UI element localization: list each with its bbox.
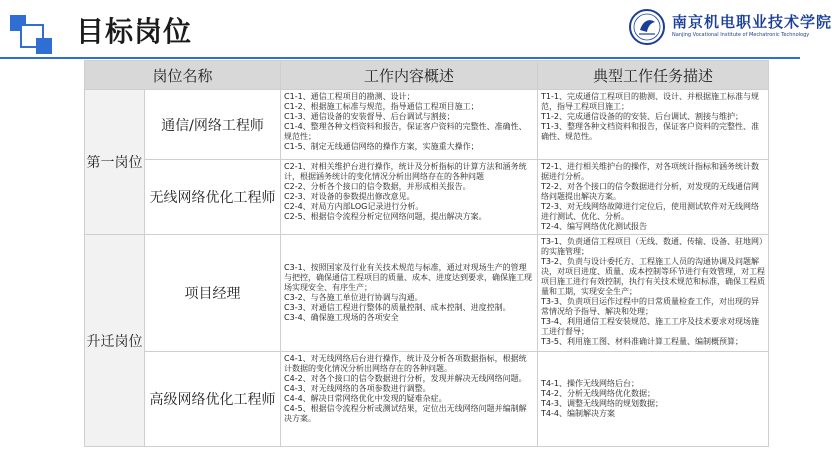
task-line: T4-2、分析无线网络优化数据； [541,389,655,398]
table-header-row [85,61,769,90]
work-content-cell [281,352,538,447]
content-line: C2-2、分析各个接口的信令数据，并形成相关报告。 [284,182,471,191]
task-line: T3-5、利用施工图、材料准确计算工程量、编制概预算； [541,337,743,346]
decor-square-small [36,38,52,54]
school-emblem-icon [628,8,666,46]
positions-table [84,60,769,447]
task-line: T4-1、操作无线网络后台； [541,379,639,388]
work-content-cell [281,160,538,235]
task-line: T2-2、对各个接口的信令数据进行分析，对发现的无线通信网络问题提出解决方案。 [541,182,759,201]
role-name: 高级网络优化工程师 [145,352,281,447]
content-line: C1-3、通信设备的安装督导、后台调试与割接； [284,112,455,121]
task-line: T1-2、完成通信设备的的安装、后台调试、割接与维护； [541,112,743,121]
table-row [85,160,769,235]
task-line: T3-3、负责项目运作过程中的日常质量检查工作，对出现的异常情况给予指导、解决和处理； [541,297,759,316]
title-divider [0,57,800,59]
typical-tasks-cell [538,90,769,160]
header-typical-tasks: 典型工作任务描述 [538,61,769,90]
content-line: C1-1、通信工程项目的勘测、设计； [284,92,415,101]
content-line: C2-3、对设备的参数提出修改意见。 [284,192,415,201]
content-line: C1-5、制定无线通信网络的操作方案，实施重大操作； [284,142,479,151]
school-name-en: Nanjing Vocational Institute of Mechatronic Technology [672,32,810,38]
content-line: C2-4、对局方内部LOG记录进行分析。 [284,202,424,211]
content-line: C1-4、整理各种文档资料和报告，保证客户资料的完整性、准确性、规范性； [284,122,527,141]
task-line: T1-3、整理各种文档资料和报告，保证客户资料的完整性、准确性、规范性。 [541,122,759,141]
header-work-content: 工作内容概述 [281,61,538,90]
content-line: C1-2、根据施工标准与规范，指导通信工程项目施工； [284,102,479,111]
task-line: T4-3、调整无线网络的规划数据； [541,399,663,408]
work-content-cell [281,90,538,160]
table-row [85,352,769,447]
content-line: C3-4、确保施工现场的各项安全 [284,313,399,322]
task-line: T2-4、编写网络优化测试报告 [541,222,647,231]
task-line: T1-1、完成通信工程项目的勘测、设计、并根据施工标准与规范，指导工程项目施工； [541,92,759,111]
task-line: T4-4、编制解决方案 [541,409,615,418]
content-line: C4-5、根据信令流程分析或测试结果，定位出无线网络问题并编制解决方案。 [284,404,527,423]
content-line: C2-5、根据信令流程分析定位网络问题，提出解决方案。 [284,212,487,221]
work-content-cell [281,235,538,352]
content-line: C4-4、解决日常网络优化中发现的疑难杂症。 [284,394,447,403]
typical-tasks-cell [538,352,769,447]
header-position-name: 岗位名称 [85,61,281,90]
page-title: 目标岗位 [76,15,193,48]
table-row [85,235,769,352]
content-line: C3-2、与各施工单位进行协调与沟通。 [284,293,423,302]
group-promotion-position: 升迁岗位 [85,235,145,447]
group-first-position: 第一岗位 [85,90,145,235]
task-line: T3-1、负责通信工程项目（无线、数通、传输、设备、驻地网）的实施管理； [541,237,763,256]
content-line: C4-3、对无线网络的各项参数进行调整。 [284,384,431,393]
task-line: T2-3、对无线网络故障进行定位后，使用测试软件对无线网络进行测试、优化、分析。 [541,202,759,221]
content-line: C3-3、对通信工程进行整体的质量控制、成本控制、进度控制。 [284,303,511,312]
content-line: C2-1、对相关维护台进行操作，统计及分析指标的计算方法和涵务统计，根据涵务统计的变化情况分析出网络存在的各种问题 [284,162,527,181]
role-name: 项目经理 [145,235,281,352]
school-name: 南京机电职业技术学院 [672,13,832,31]
content-line: C4-1、对无线网络后台进行操作，统计及分析各项数据指标，根据统计数据的变化情况分析出网络存在的各种问题。 [284,354,527,373]
typical-tasks-cell [538,235,769,352]
table-row [85,90,769,160]
typical-tasks-cell [538,160,769,235]
task-line: T3-4、利用通信工程安装规范、施工工序及技术要求对现场施工进行督导； [541,317,759,336]
task-line: T2-1、进行相关维护台的操作，对各项统计指标和涵务统计数据进行分析。 [541,162,759,181]
content-line: C4-2、对各个接口的信令数据进行分析，发现并解决无线网络问题。 [284,374,527,383]
role-name: 无线网络优化工程师 [145,160,281,235]
school-logo [628,8,832,52]
content-line: C3-1、按照国家及行业有关技术规范与标准，通过对现场生产的管理与把控，确保通信工程项目的质量、成本、进度达到要求，确保施工现场实现安全、有序生产； [284,263,533,292]
task-line: T3-2、负责与设计委托方、工程施工人员的沟通协调及问题解决，对项目进度、质量、成本控制等环节进行有效管理，对工程项目施工进行有效控制，执行有关技术规范和标准，确保工程质量和工期，实现安全生产； [541,257,766,296]
role-name: 通信/网络工程师 [145,90,281,160]
